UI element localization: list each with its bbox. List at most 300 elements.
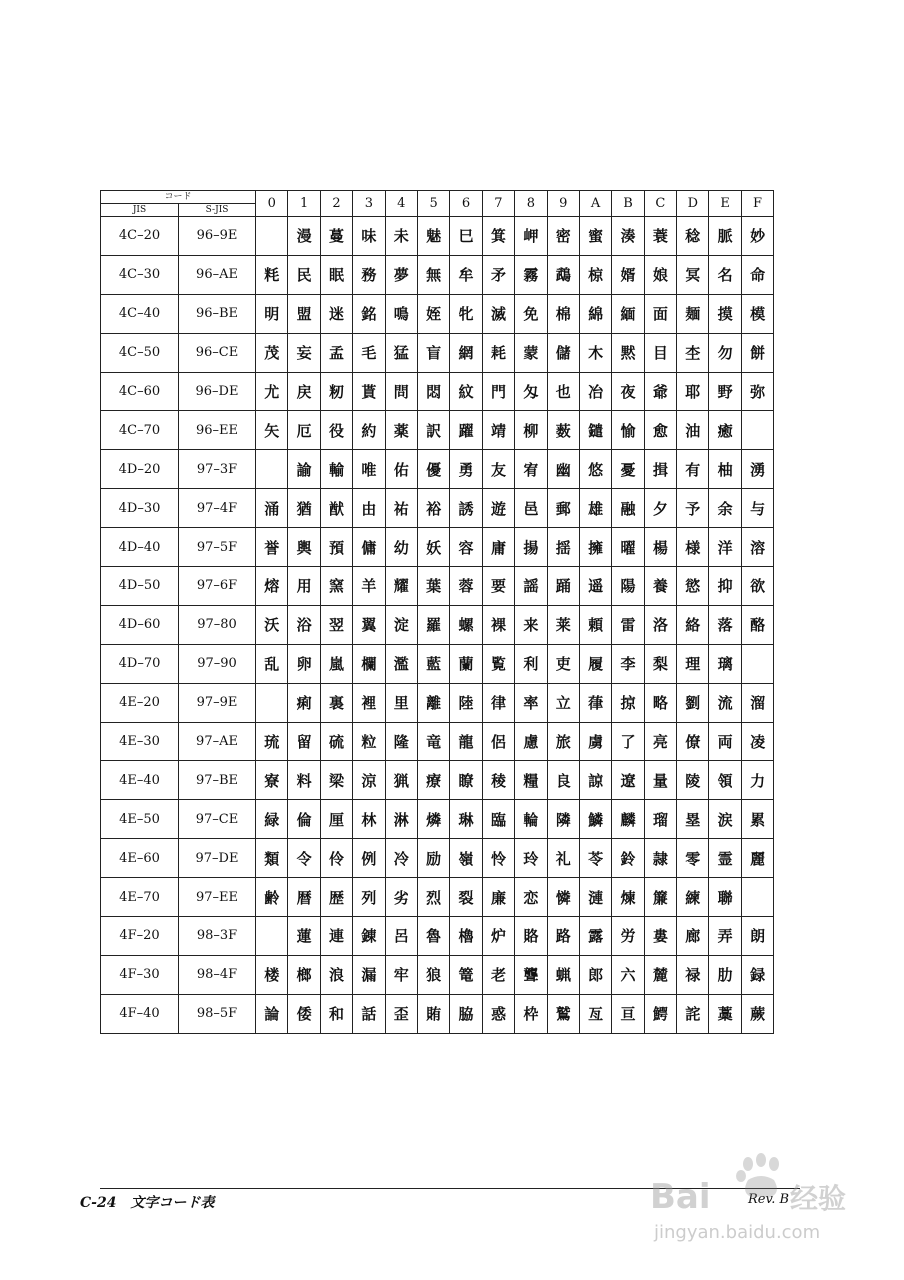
character-cell: 揖 xyxy=(644,450,676,489)
character-cell: 李 xyxy=(612,644,644,683)
character-cell: 琉 xyxy=(256,722,288,761)
character-cell: 虜 xyxy=(579,722,611,761)
character-cell: 眠 xyxy=(320,255,352,294)
character-cell: 論 xyxy=(256,994,288,1033)
character-cell: 路 xyxy=(547,917,579,956)
character-code-table xyxy=(100,190,774,1034)
character-cell: 琳 xyxy=(450,800,482,839)
character-cell: 離 xyxy=(417,683,449,722)
character-cell: 木 xyxy=(579,333,611,372)
character-cell: 覧 xyxy=(482,644,514,683)
sjis-code-cell: 97–EE xyxy=(179,878,256,917)
column-header-b: B xyxy=(612,191,644,217)
character-cell: 頼 xyxy=(579,605,611,644)
character-cell: 陽 xyxy=(612,567,644,606)
character-cell: 猷 xyxy=(320,489,352,528)
table-row xyxy=(101,605,774,644)
character-cell: 命 xyxy=(741,255,773,294)
column-header-2: 2 xyxy=(320,191,352,217)
character-cell: 邑 xyxy=(515,489,547,528)
sjis-code-cell: 98–5F xyxy=(179,994,256,1033)
character-cell: 夢 xyxy=(385,255,417,294)
character-cell: 熔 xyxy=(256,567,288,606)
character-cell xyxy=(256,217,288,256)
column-header-5: 5 xyxy=(417,191,449,217)
character-cell: 躍 xyxy=(450,411,482,450)
character-cell: 藁 xyxy=(709,994,741,1033)
jis-code-cell: 4D–30 xyxy=(101,489,179,528)
character-cell: 濫 xyxy=(385,644,417,683)
table-row xyxy=(101,955,774,994)
character-cell: 劣 xyxy=(385,878,417,917)
character-cell: 良 xyxy=(547,761,579,800)
character-cell: 詫 xyxy=(677,994,709,1033)
character-cell: 傭 xyxy=(353,528,385,567)
sjis-code-cell: 96–9E xyxy=(179,217,256,256)
character-cell: 諭 xyxy=(288,450,320,489)
character-cell: 励 xyxy=(417,839,449,878)
character-cell: 酪 xyxy=(741,605,773,644)
character-cell: 鑓 xyxy=(579,411,611,450)
character-cell: 煉 xyxy=(612,878,644,917)
character-cell: 浴 xyxy=(288,605,320,644)
character-cell: 名 xyxy=(709,255,741,294)
character-cell: 黙 xyxy=(612,333,644,372)
jis-code-cell: 4D–60 xyxy=(101,605,179,644)
character-cell: 履 xyxy=(579,644,611,683)
sjis-code-cell: 96–EE xyxy=(179,411,256,450)
character-cell: 劉 xyxy=(677,683,709,722)
character-cell: 目 xyxy=(644,333,676,372)
character-cell: 面 xyxy=(644,294,676,333)
character-cell: 領 xyxy=(709,761,741,800)
character-cell: 網 xyxy=(450,333,482,372)
character-cell: 怜 xyxy=(482,839,514,878)
character-cell: 輪 xyxy=(515,800,547,839)
jis-code-cell: 4D–70 xyxy=(101,644,179,683)
character-cell: 脈 xyxy=(709,217,741,256)
character-cell: 牢 xyxy=(385,955,417,994)
character-cell: 慮 xyxy=(515,722,547,761)
character-cell: 誘 xyxy=(450,489,482,528)
character-cell: 立 xyxy=(547,683,579,722)
character-cell: 朗 xyxy=(741,917,773,956)
character-cell: 枠 xyxy=(515,994,547,1033)
character-cell: 弥 xyxy=(741,372,773,411)
character-cell: 和 xyxy=(320,994,352,1033)
character-cell: 憐 xyxy=(547,878,579,917)
character-cell: 累 xyxy=(741,800,773,839)
character-cell: 櫓 xyxy=(450,917,482,956)
character-cell: 瑠 xyxy=(644,800,676,839)
character-cell: 薮 xyxy=(547,411,579,450)
character-cell: 茂 xyxy=(256,333,288,372)
character-cell: 連 xyxy=(320,917,352,956)
sjis-column-header: S-JIS xyxy=(179,204,256,217)
character-cell: 侶 xyxy=(482,722,514,761)
character-cell: 卵 xyxy=(288,644,320,683)
character-cell: 匁 xyxy=(515,372,547,411)
character-cell: 瞭 xyxy=(450,761,482,800)
character-cell: 妄 xyxy=(288,333,320,372)
character-cell: 鰐 xyxy=(644,994,676,1033)
character-cell: 留 xyxy=(288,722,320,761)
sjis-code-cell: 97–90 xyxy=(179,644,256,683)
character-cell: 魅 xyxy=(417,217,449,256)
character-cell: 鱗 xyxy=(579,800,611,839)
character-cell: 麺 xyxy=(677,294,709,333)
jis-code-cell: 4E–30 xyxy=(101,722,179,761)
character-cell: 旅 xyxy=(547,722,579,761)
character-cell: 無 xyxy=(417,255,449,294)
character-cell: 乱 xyxy=(256,644,288,683)
character-cell: 録 xyxy=(741,955,773,994)
character-cell: 祐 xyxy=(385,489,417,528)
character-cell: 冥 xyxy=(677,255,709,294)
character-cell: 様 xyxy=(677,528,709,567)
table-row xyxy=(101,683,774,722)
character-cell: 庸 xyxy=(482,528,514,567)
jis-code-cell: 4F–30 xyxy=(101,955,179,994)
column-header-8: 8 xyxy=(515,191,547,217)
character-cell: 遥 xyxy=(579,567,611,606)
jis-code-cell: 4C–30 xyxy=(101,255,179,294)
character-cell: 麓 xyxy=(644,955,676,994)
character-cell: 寮 xyxy=(256,761,288,800)
sjis-code-cell: 97–4F xyxy=(179,489,256,528)
character-cell: 有 xyxy=(677,450,709,489)
character-cell: 模 xyxy=(741,294,773,333)
character-cell: 涌 xyxy=(256,489,288,528)
character-cell: 利 xyxy=(515,644,547,683)
character-cell: 柚 xyxy=(709,450,741,489)
table-row xyxy=(101,372,774,411)
character-cell: 婁 xyxy=(644,917,676,956)
character-cell: 靖 xyxy=(482,411,514,450)
character-cell: 浪 xyxy=(320,955,352,994)
character-cell: 肋 xyxy=(709,955,741,994)
character-cell: 霊 xyxy=(709,839,741,878)
character-cell: 硫 xyxy=(320,722,352,761)
character-cell: 紋 xyxy=(450,372,482,411)
character-cell: 湊 xyxy=(612,217,644,256)
column-header-c: C xyxy=(644,191,676,217)
character-cell: 例 xyxy=(353,839,385,878)
character-cell: 裕 xyxy=(417,489,449,528)
character-cell: 蕨 xyxy=(741,994,773,1033)
character-cell: 民 xyxy=(288,255,320,294)
character-cell: 玲 xyxy=(515,839,547,878)
character-cell: 令 xyxy=(288,839,320,878)
sjis-code-cell: 97–9E xyxy=(179,683,256,722)
character-cell: 療 xyxy=(417,761,449,800)
jis-code-cell: 4E–70 xyxy=(101,878,179,917)
character-cell: 油 xyxy=(677,411,709,450)
character-cell: 擁 xyxy=(579,528,611,567)
watermark-logo-text: Bai xyxy=(650,1177,711,1217)
character-cell: 幼 xyxy=(385,528,417,567)
character-cell: 用 xyxy=(288,567,320,606)
character-cell: 竜 xyxy=(417,722,449,761)
character-cell: 味 xyxy=(353,217,385,256)
character-cell: 伶 xyxy=(320,839,352,878)
code-group-header: コード xyxy=(101,191,256,204)
character-cell: 娘 xyxy=(644,255,676,294)
character-cell: 梁 xyxy=(320,761,352,800)
character-cell: 藍 xyxy=(417,644,449,683)
character-cell: 要 xyxy=(482,567,514,606)
character-cell: 粒 xyxy=(353,722,385,761)
character-cell: 凌 xyxy=(741,722,773,761)
character-cell: 爺 xyxy=(644,372,676,411)
character-cell: 隆 xyxy=(385,722,417,761)
sjis-code-cell: 97–3F xyxy=(179,450,256,489)
character-cell: 野 xyxy=(709,372,741,411)
character-cell: 籾 xyxy=(320,372,352,411)
character-cell: 弄 xyxy=(709,917,741,956)
character-cell: 燐 xyxy=(417,800,449,839)
character-cell: 嵐 xyxy=(320,644,352,683)
character-cell: 魯 xyxy=(417,917,449,956)
character-cell: 密 xyxy=(547,217,579,256)
character-cell: 約 xyxy=(353,411,385,450)
character-cell: 融 xyxy=(612,489,644,528)
character-cell: 脇 xyxy=(450,994,482,1033)
table-row xyxy=(101,722,774,761)
character-cell: 柳 xyxy=(515,411,547,450)
character-cell: 落 xyxy=(709,605,741,644)
character-cell: 狼 xyxy=(417,955,449,994)
character-cell: 塁 xyxy=(677,800,709,839)
character-cell: 牝 xyxy=(450,294,482,333)
character-cell: 緑 xyxy=(256,800,288,839)
character-cell: 未 xyxy=(385,217,417,256)
character-cell: 料 xyxy=(288,761,320,800)
character-cell: 銘 xyxy=(353,294,385,333)
column-header-d: D xyxy=(677,191,709,217)
character-cell: 稜 xyxy=(482,761,514,800)
character-cell: 絡 xyxy=(677,605,709,644)
character-cell: 踊 xyxy=(547,567,579,606)
character-cell: 摸 xyxy=(709,294,741,333)
character-cell: 倭 xyxy=(288,994,320,1033)
character-cell: 門 xyxy=(482,372,514,411)
character-cell: 鳴 xyxy=(385,294,417,333)
jis-column-header: JIS xyxy=(101,204,179,217)
character-cell: 僚 xyxy=(677,722,709,761)
character-cell: 憂 xyxy=(612,450,644,489)
jis-code-cell: 4D–40 xyxy=(101,528,179,567)
character-cell: 鷲 xyxy=(547,994,579,1033)
character-cell: 里 xyxy=(385,683,417,722)
character-cell: 椋 xyxy=(579,255,611,294)
character-cell: 蓮 xyxy=(288,917,320,956)
character-cell: 盲 xyxy=(417,333,449,372)
sjis-code-cell: 97–6F xyxy=(179,567,256,606)
character-cell: 遼 xyxy=(612,761,644,800)
character-cell: 六 xyxy=(612,955,644,994)
table-row xyxy=(101,800,774,839)
character-cell: 宥 xyxy=(515,450,547,489)
character-cell: 蘭 xyxy=(450,644,482,683)
character-cell: 明 xyxy=(256,294,288,333)
character-cell: 棉 xyxy=(547,294,579,333)
character-cell: 痢 xyxy=(288,683,320,722)
sjis-code-cell: 96–BE xyxy=(179,294,256,333)
character-cell: 沃 xyxy=(256,605,288,644)
character-cell: 廉 xyxy=(482,878,514,917)
character-cell: 聾 xyxy=(515,955,547,994)
table-row xyxy=(101,567,774,606)
character-cell: 羊 xyxy=(353,567,385,606)
character-cell: 優 xyxy=(417,450,449,489)
character-cell: 綿 xyxy=(579,294,611,333)
sjis-code-cell: 96–DE xyxy=(179,372,256,411)
character-cell: 榔 xyxy=(288,955,320,994)
column-header-3: 3 xyxy=(353,191,385,217)
character-cell: 孟 xyxy=(320,333,352,372)
jis-code-cell: 4E–40 xyxy=(101,761,179,800)
character-cell: 漫 xyxy=(288,217,320,256)
character-cell: 梨 xyxy=(644,644,676,683)
table-row xyxy=(101,839,774,878)
column-header-7: 7 xyxy=(482,191,514,217)
character-cell: 郎 xyxy=(579,955,611,994)
jis-code-cell: 4C–20 xyxy=(101,217,179,256)
sjis-code-cell: 98–4F xyxy=(179,955,256,994)
character-cell: 龍 xyxy=(450,722,482,761)
character-cell: 餅 xyxy=(741,333,773,372)
character-cell xyxy=(741,411,773,450)
character-cell: 湧 xyxy=(741,450,773,489)
sjis-code-cell: 97–BE xyxy=(179,761,256,800)
character-cell: 揺 xyxy=(547,528,579,567)
character-cell: 耶 xyxy=(677,372,709,411)
sjis-code-cell: 97–AE xyxy=(179,722,256,761)
jis-code-cell: 4D–50 xyxy=(101,567,179,606)
character-cell: 羅 xyxy=(417,605,449,644)
character-cell: 儲 xyxy=(547,333,579,372)
character-cell: 姪 xyxy=(417,294,449,333)
character-cell: 迷 xyxy=(320,294,352,333)
character-cell: 恋 xyxy=(515,878,547,917)
character-cell: 訳 xyxy=(417,411,449,450)
character-cell: 来 xyxy=(515,605,547,644)
character-cell: 冷 xyxy=(385,839,417,878)
sjis-code-cell: 97–5F xyxy=(179,528,256,567)
character-cell: 誉 xyxy=(256,528,288,567)
jis-code-cell: 4C–40 xyxy=(101,294,179,333)
character-cell: 郵 xyxy=(547,489,579,528)
table-row xyxy=(101,450,774,489)
character-cell: 愈 xyxy=(644,411,676,450)
sjis-code-cell: 96–CE xyxy=(179,333,256,372)
character-cell: 莱 xyxy=(547,605,579,644)
character-cell: 力 xyxy=(741,761,773,800)
table-row xyxy=(101,255,774,294)
column-header-f: F xyxy=(741,191,773,217)
character-cell: 両 xyxy=(709,722,741,761)
column-header-4: 4 xyxy=(385,191,417,217)
character-cell: 慾 xyxy=(677,567,709,606)
character-cell: 流 xyxy=(709,683,741,722)
character-cell: 嶺 xyxy=(450,839,482,878)
sjis-code-cell: 98–3F xyxy=(179,917,256,956)
character-cell: 厘 xyxy=(320,800,352,839)
character-cell: 裏 xyxy=(320,683,352,722)
character-cell: 篭 xyxy=(450,955,482,994)
character-cell: 吏 xyxy=(547,644,579,683)
jis-code-cell: 4E–60 xyxy=(101,839,179,878)
character-cell: 裡 xyxy=(353,683,385,722)
table-row xyxy=(101,917,774,956)
character-cell: 耀 xyxy=(385,567,417,606)
character-cell: 蒙 xyxy=(515,333,547,372)
character-cell: 滅 xyxy=(482,294,514,333)
character-cell: 予 xyxy=(677,489,709,528)
character-cell: 佑 xyxy=(385,450,417,489)
character-cell: 簾 xyxy=(644,878,676,917)
character-cell: 聯 xyxy=(709,878,741,917)
character-cell: 勇 xyxy=(450,450,482,489)
character-cell: 糧 xyxy=(515,761,547,800)
character-cell: 呂 xyxy=(385,917,417,956)
character-cell: 隣 xyxy=(547,800,579,839)
character-cell: 容 xyxy=(450,528,482,567)
character-cell: 翌 xyxy=(320,605,352,644)
character-cell: 亘 xyxy=(612,994,644,1033)
character-cell: 洋 xyxy=(709,528,741,567)
revision-label: Rev. B xyxy=(748,1192,790,1207)
character-cell: 溜 xyxy=(741,683,773,722)
jis-code-cell: 4F–20 xyxy=(101,917,179,956)
character-cell: 稔 xyxy=(677,217,709,256)
character-cell: 妖 xyxy=(417,528,449,567)
character-cell: 炉 xyxy=(482,917,514,956)
character-cell: 錬 xyxy=(353,917,385,956)
character-cell: 唯 xyxy=(353,450,385,489)
character-cell: 貰 xyxy=(353,372,385,411)
character-cell: 禄 xyxy=(677,955,709,994)
watermark-site: jingyan.baidu.com xyxy=(654,1222,821,1243)
character-cell: 理 xyxy=(677,644,709,683)
character-cell: 緬 xyxy=(612,294,644,333)
character-cell xyxy=(256,683,288,722)
character-cell: 螺 xyxy=(450,605,482,644)
character-cell: 耗 xyxy=(482,333,514,372)
character-cell: 岬 xyxy=(515,217,547,256)
character-cell: 友 xyxy=(482,450,514,489)
table-row xyxy=(101,411,774,450)
character-cell: 幽 xyxy=(547,450,579,489)
character-cell: 淀 xyxy=(385,605,417,644)
page-number: C-24 xyxy=(80,1195,117,1211)
character-cell xyxy=(256,917,288,956)
character-cell: 婿 xyxy=(612,255,644,294)
jis-code-cell: 4C–70 xyxy=(101,411,179,450)
character-cell: 涙 xyxy=(709,800,741,839)
character-cell: 淋 xyxy=(385,800,417,839)
character-cell: 齢 xyxy=(256,878,288,917)
character-cell: 練 xyxy=(677,878,709,917)
character-cell: 倫 xyxy=(288,800,320,839)
character-cell: 老 xyxy=(482,955,514,994)
sjis-code-cell: 97–80 xyxy=(179,605,256,644)
table-row xyxy=(101,489,774,528)
table-row xyxy=(101,761,774,800)
character-cell: 裸 xyxy=(482,605,514,644)
character-cell: 輿 xyxy=(288,528,320,567)
